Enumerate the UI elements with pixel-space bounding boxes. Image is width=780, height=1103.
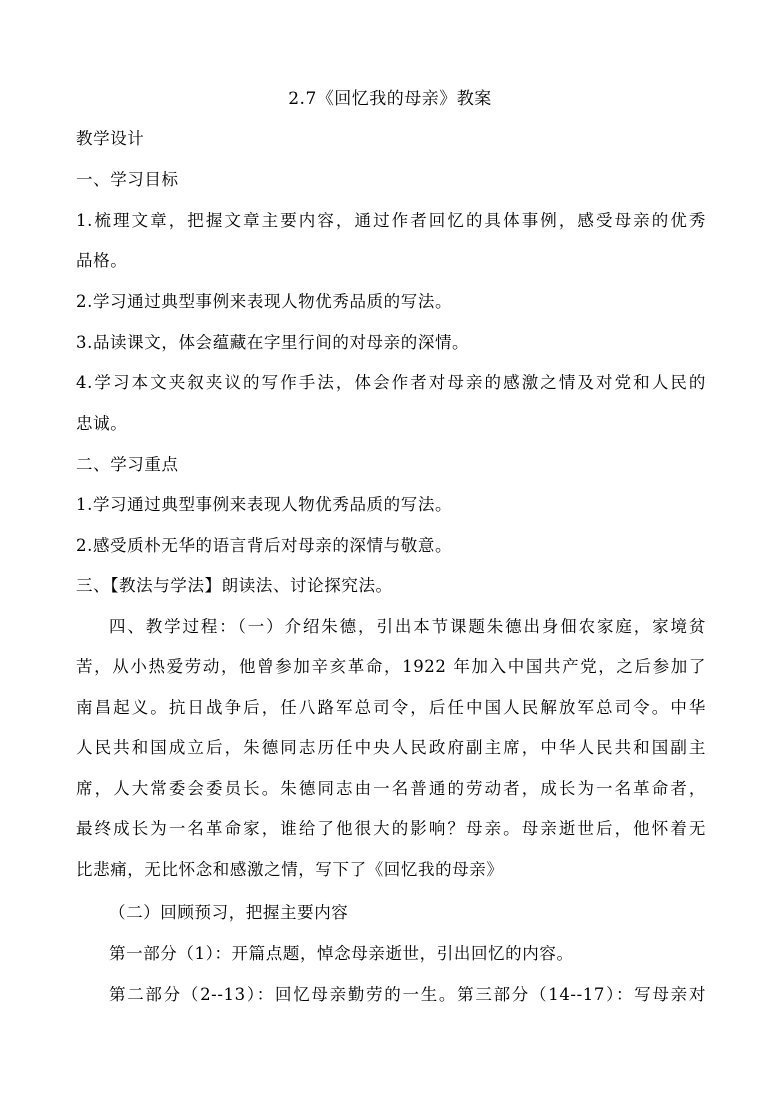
goal-3: 3.品读课文，体会蕴藏在字里行间的对母亲的深情。: [76, 333, 470, 352]
section-heading-learning-goals: 一、学习目标: [76, 170, 179, 189]
section-heading-teaching-design: 教学设计: [76, 129, 145, 148]
section-heading-key-points: 二、学习重点: [76, 455, 179, 474]
process-paragraph-line-2: 苦，从小热爱劳动，他曾参加辛亥革命，1922 年加入中国共产党，之后参加了: [76, 657, 706, 676]
part-one-summary: 第一部分（1）：开篇点题，悼念母亲逝世，引出回忆的内容。: [109, 944, 574, 963]
key-point-2: 2.感受质朴无华的语言背后对母亲的深情与敬意。: [76, 536, 453, 555]
goal-1-line-2: 品格。: [76, 251, 128, 270]
goal-1-line-1: 1.梳理文章，把握文章主要内容，通过作者回忆的具体事例，感受母亲的优秀: [76, 211, 706, 230]
section-heading-methods: 三、【教法与学法】朗读法、讨论探究法。: [76, 576, 393, 595]
process-paragraph-line-4: 人民共和国成立后，朱德同志历任中央人民政府副主席，中华人民共和国副主: [76, 738, 706, 757]
process-paragraph-line-7: 比悲痛，无比怀念和感激之情，写下了《回忆我的母亲》: [76, 860, 504, 879]
process-paragraph-line-3: 南昌起义。抗日战争后，任八路军总司令，后任中国人民解放军总司令。中华: [76, 698, 706, 717]
goal-4-line-2: 忠诚。: [76, 414, 128, 433]
goal-2: 2.学习通过典型事例来表现人物优秀品质的写法。: [76, 292, 453, 311]
document-title: 2.7《回忆我的母亲》教案: [288, 89, 492, 109]
key-point-1: 1.学习通过典型事例来表现人物优秀品质的写法。: [76, 495, 453, 514]
goal-4-line-1: 4.学习本文夹叙夹议的写作手法，体会作者对母亲的感激之情及对党和人民的: [76, 373, 706, 392]
subsection-review: （二）回顾预习，把握主要内容: [109, 903, 349, 922]
part-two-three-summary: 第二部分（2--13）：回忆母亲勤劳的一生。第三部分（14--17）：写母亲对: [109, 985, 706, 1004]
process-paragraph-line-1: 四、教学过程：（一）介绍朱德，引出本节课题朱德出身佃农家庭，家境贫: [109, 617, 706, 636]
process-paragraph-line-6: 最终成长为一名革命家，谁给了他很大的影响？母亲。母亲逝世后，他怀着无: [76, 819, 706, 838]
process-paragraph-line-5: 席，人大常委会委员长。朱德同志由一名普通的劳动者，成长为一名革命者，: [76, 779, 706, 798]
